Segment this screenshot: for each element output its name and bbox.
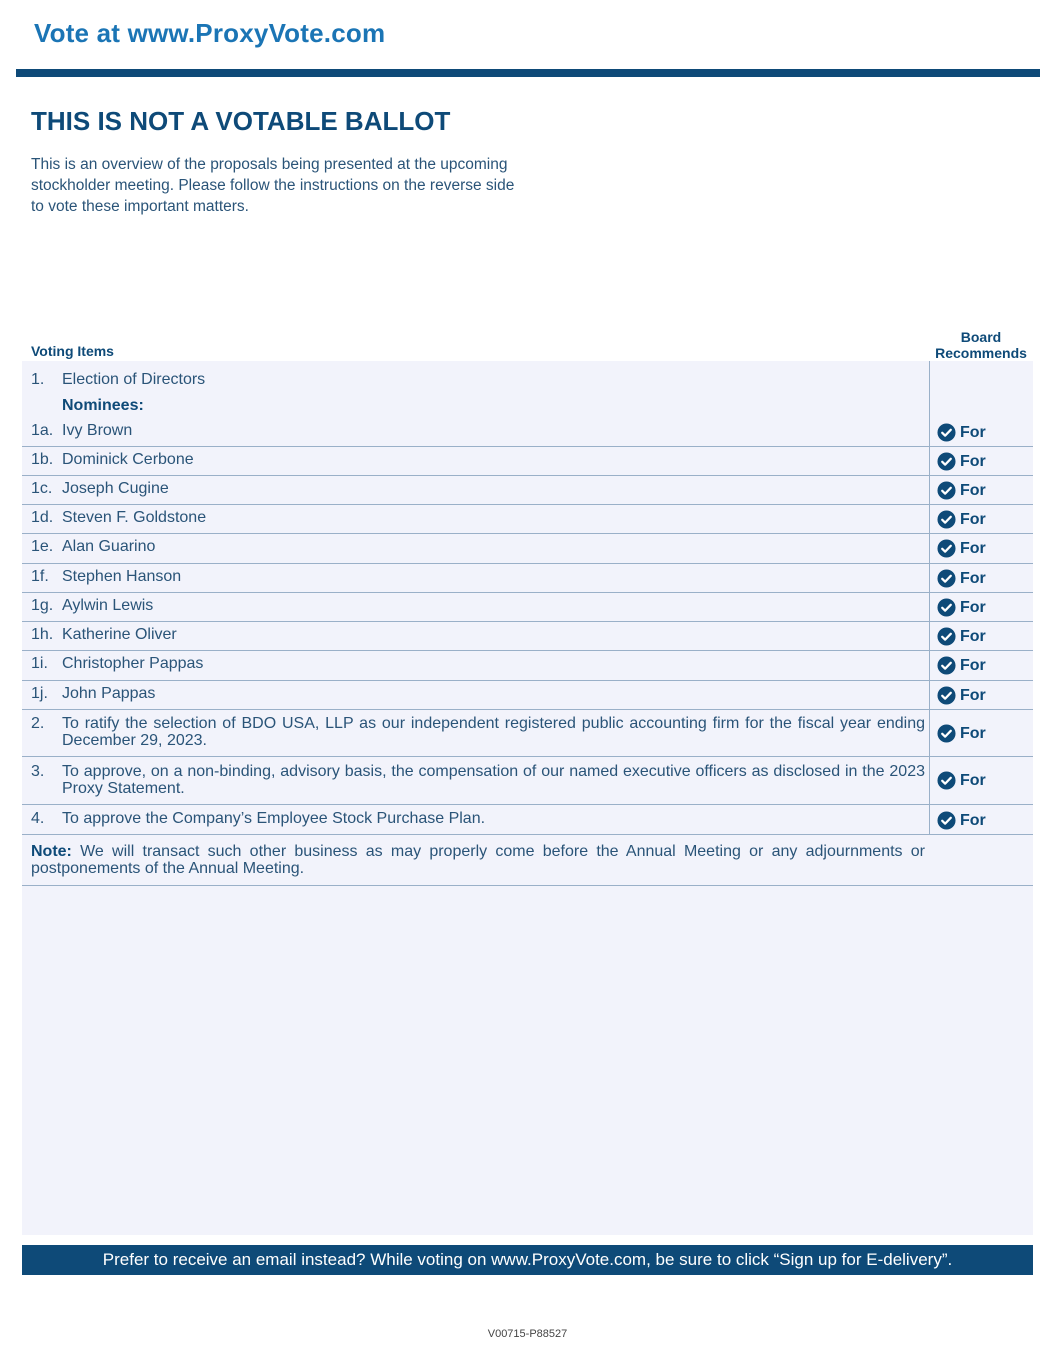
recommendation bbox=[937, 627, 986, 646]
nominee-row bbox=[22, 476, 1033, 505]
proposal-row-3 bbox=[22, 757, 1033, 805]
nominee-row bbox=[22, 564, 1033, 593]
recommendation bbox=[937, 771, 986, 790]
recommendation-label: For bbox=[960, 569, 986, 587]
board-header-line2: Recommends bbox=[935, 345, 1027, 361]
check-circle-icon bbox=[937, 569, 956, 588]
proposal-text: To approve, on a non-binding, advisory basis, the compensation of our named executive officers as disclosed in the 2023 Proxy Statement. bbox=[62, 763, 925, 797]
nominee-row bbox=[22, 681, 1033, 710]
recommendation bbox=[937, 569, 986, 588]
nominee-row bbox=[22, 622, 1033, 651]
recommendation bbox=[937, 598, 986, 617]
nominee-number: 1a. bbox=[31, 422, 54, 439]
ballot-heading: THIS IS NOT A VOTABLE BALLOT bbox=[31, 106, 451, 136]
edelivery-banner: Prefer to receive an email instead? While voting on www.ProxyVote.com, be sure to click “Sign up for E-delivery”. bbox=[22, 1245, 1033, 1275]
recommendation-label: For bbox=[960, 539, 986, 557]
intro-text: This is an overview of the proposals being presented at the upcoming stockholder meeting. Please follow the instructions on the reverse side to vote these important matters. bbox=[31, 156, 515, 215]
check-circle-icon bbox=[937, 452, 956, 471]
nominee-number: 1b. bbox=[31, 451, 54, 468]
check-circle-icon bbox=[937, 598, 956, 617]
recommendation bbox=[937, 811, 986, 830]
note-text bbox=[31, 843, 925, 877]
proposal-text: To approve the Company’s Employee Stock Purchase Plan. bbox=[62, 810, 486, 827]
proposal-number: 2. bbox=[31, 715, 45, 732]
nominee-number: 1j. bbox=[31, 685, 48, 702]
note-body: We will transact such other business as may properly come before the Annual Meeting or any adjournments or postponements of the Annual Meeting. bbox=[31, 843, 925, 877]
check-circle-icon bbox=[937, 510, 956, 529]
proposal-number: 4. bbox=[31, 810, 45, 827]
nominee-number: 1f. bbox=[31, 568, 49, 585]
election-row bbox=[22, 361, 1033, 447]
check-circle-icon bbox=[937, 656, 956, 675]
nominee-name: Katherine Oliver bbox=[62, 626, 177, 643]
item-label: Election of Directors bbox=[62, 371, 206, 388]
nominee-name: Alan Guarino bbox=[62, 538, 156, 555]
item-number: 1. bbox=[31, 371, 45, 388]
nominee-name: John Pappas bbox=[62, 685, 156, 702]
proposal-row-2 bbox=[22, 710, 1033, 757]
voting-items-header: Voting Items bbox=[31, 343, 114, 359]
header-divider bbox=[16, 69, 1040, 77]
nominee-name: Stephen Hanson bbox=[62, 568, 182, 585]
nominee-number: 1h. bbox=[31, 626, 54, 643]
nominee-name: Joseph Cugine bbox=[62, 480, 169, 497]
nominee-number: 1c. bbox=[31, 480, 53, 497]
board-header-line1: Board bbox=[960, 329, 1002, 345]
nominee-name: Aylwin Lewis bbox=[62, 597, 154, 614]
nominee-row bbox=[22, 534, 1033, 564]
check-circle-icon bbox=[937, 724, 956, 743]
document-code: V00715-P88527 bbox=[487, 1328, 568, 1340]
recommendation-label: For bbox=[960, 598, 986, 616]
nominee-row bbox=[22, 593, 1033, 622]
proposal-row-4 bbox=[22, 805, 1033, 835]
proxyvote-title: Vote at www.ProxyVote.com bbox=[34, 18, 386, 48]
nominee-name: Ivy Brown bbox=[62, 422, 133, 439]
check-circle-icon bbox=[937, 771, 956, 790]
recommendation bbox=[937, 510, 986, 529]
check-circle-icon bbox=[937, 811, 956, 830]
nominee-name: Dominick Cerbone bbox=[62, 451, 194, 468]
recommendation-label: For bbox=[960, 452, 986, 470]
check-circle-icon bbox=[937, 686, 956, 705]
nominee-name: Steven F. Goldstone bbox=[62, 509, 207, 526]
recommendation-label: For bbox=[960, 724, 986, 742]
nominee-number: 1g. bbox=[31, 597, 54, 614]
proposal-text: To ratify the selection of BDO USA, LLP as our independent registered public accounting firm for the fiscal year ending December 29, 2023. bbox=[62, 715, 925, 749]
check-circle-icon bbox=[937, 539, 956, 558]
recommendation-label: For bbox=[960, 686, 986, 704]
recommendation-label: For bbox=[960, 510, 986, 528]
nominee-name: Christopher Pappas bbox=[62, 655, 204, 672]
note-row bbox=[22, 835, 1033, 886]
nominee-row bbox=[22, 447, 1033, 476]
recommendation bbox=[937, 481, 986, 500]
recommendation-label: For bbox=[960, 481, 986, 499]
nominees-label: Nominees: bbox=[62, 397, 144, 414]
check-circle-icon bbox=[937, 423, 956, 442]
recommendation bbox=[937, 539, 986, 558]
recommendation-label: For bbox=[960, 627, 986, 645]
recommendation-label: For bbox=[960, 811, 986, 829]
recommendation bbox=[937, 452, 986, 471]
recommendation-label: For bbox=[960, 423, 986, 441]
nominee-row bbox=[22, 651, 1033, 681]
check-circle-icon bbox=[937, 627, 956, 646]
nominee-number: 1i. bbox=[31, 655, 48, 672]
proposal-number: 3. bbox=[31, 763, 45, 780]
recommendation bbox=[937, 423, 986, 442]
note-label: Note: bbox=[31, 843, 72, 860]
nominee-number: 1e. bbox=[31, 538, 54, 555]
nominee-row bbox=[22, 505, 1033, 534]
recommendation bbox=[937, 656, 986, 675]
recommendation-label: For bbox=[960, 656, 986, 674]
nominee-number: 1d. bbox=[31, 509, 54, 526]
recommendation bbox=[937, 724, 986, 743]
board-recommends-header bbox=[929, 329, 1033, 361]
recommendation bbox=[937, 686, 986, 705]
check-circle-icon bbox=[937, 481, 956, 500]
recommendation-label: For bbox=[960, 771, 986, 789]
